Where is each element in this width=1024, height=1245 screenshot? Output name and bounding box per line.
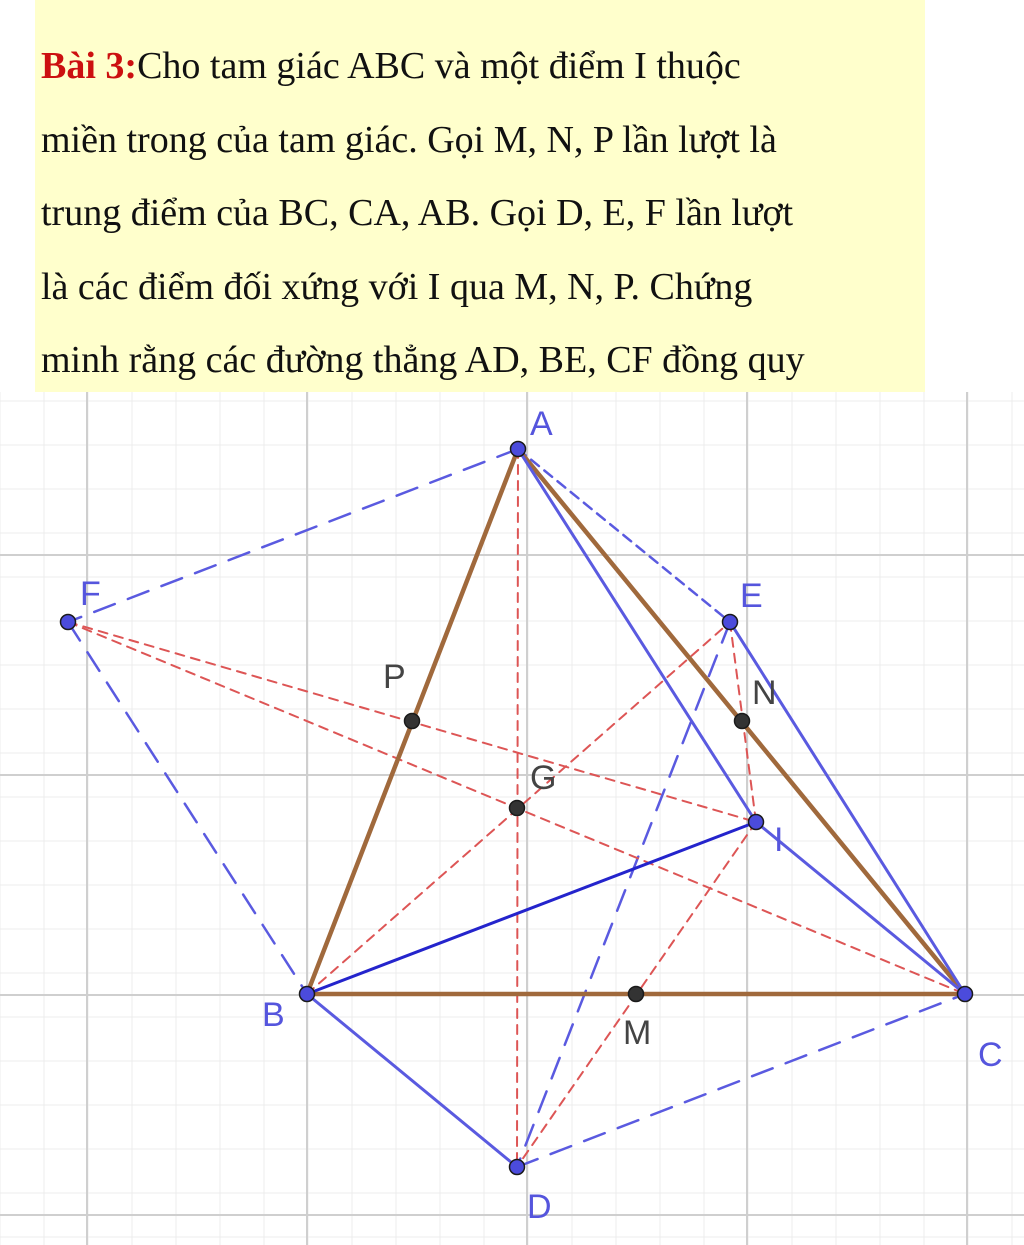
point-C	[958, 987, 973, 1002]
grid	[0, 392, 1024, 1245]
point-G	[510, 801, 525, 816]
point-P	[405, 714, 420, 729]
point-label-N: N	[752, 674, 777, 712]
point-label-P: P	[383, 658, 406, 696]
segment-ED	[517, 622, 730, 1167]
point-label-G: G	[530, 759, 557, 797]
problem-line-4: là các điểm đối xứng với I qua M, N, P. Chứng	[41, 265, 753, 308]
segment-DC	[517, 994, 965, 1167]
point-label-D: D	[527, 1188, 552, 1226]
segment-IC	[756, 822, 965, 994]
problem-line-2: miền trong của tam giác. Gọi M, N, P lần lượt là	[41, 118, 777, 161]
points	[61, 405, 1003, 1226]
point-B	[300, 987, 315, 1002]
point-N	[735, 714, 750, 729]
problem-label: Bài 3:	[41, 45, 138, 87]
segment-FB	[68, 622, 307, 994]
point-M	[629, 987, 644, 1002]
problem-line-3: trung điểm của BC, CA, AB. Gọi D, E, F lần lượt	[41, 192, 794, 234]
point-label-I: I	[774, 821, 784, 859]
segment-BD	[307, 994, 517, 1167]
point-label-B: B	[262, 996, 285, 1034]
point-F	[61, 615, 76, 630]
segment-AE	[518, 449, 730, 622]
point-D	[510, 1160, 525, 1175]
point-label-C: C	[978, 1036, 1003, 1074]
problem-line-5: minh rằng các đường thẳng AD, BE, CF đồng quy	[41, 339, 805, 381]
point-I	[749, 815, 764, 830]
problem-statement	[35, 0, 925, 392]
problem-line-1-text: Cho tam giác ABC và một điểm I thuộc	[137, 45, 741, 87]
point-A	[511, 442, 526, 457]
point-label-F: F	[80, 575, 101, 613]
segment-AF	[68, 449, 518, 622]
point-E	[723, 615, 738, 630]
problem-line-1	[41, 30, 925, 104]
point-label-A: A	[530, 405, 553, 443]
point-label-M: M	[623, 1014, 652, 1052]
point-label-E: E	[740, 577, 763, 615]
segment-BI	[307, 822, 756, 994]
geometry-figure	[0, 392, 1024, 1245]
